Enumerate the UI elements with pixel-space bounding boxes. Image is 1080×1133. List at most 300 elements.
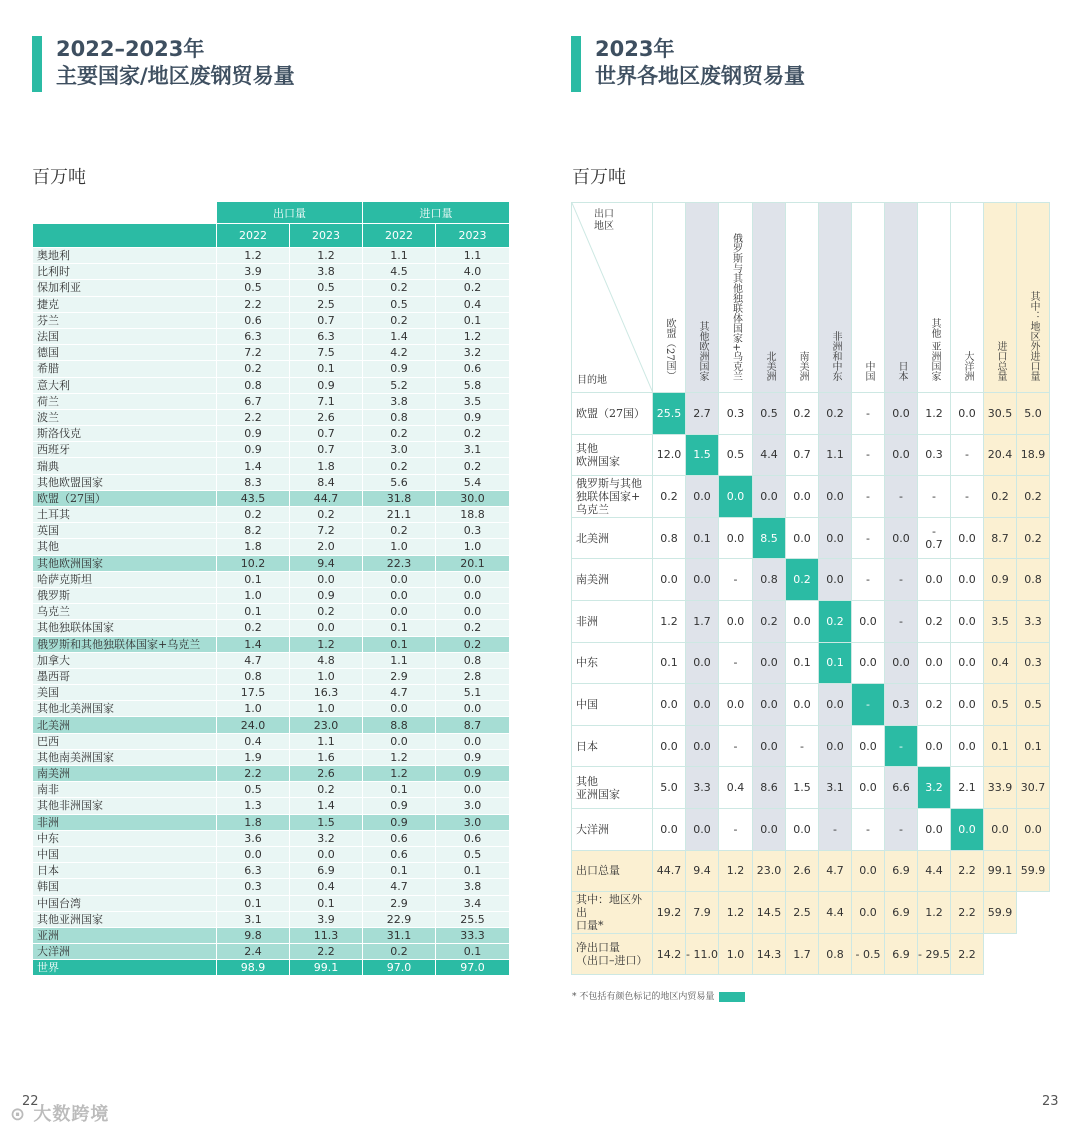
matrix-cell: -	[719, 642, 753, 684]
country-name: 南非	[33, 782, 217, 798]
matrix-cell: 3.1	[819, 767, 852, 809]
matrix-cell: 0.3	[719, 393, 753, 435]
left-unit-label: 百万吨	[32, 167, 86, 188]
matrix-cell: 0.2	[653, 476, 686, 518]
table-row	[33, 798, 510, 814]
matrix-cell: 0.0	[852, 600, 885, 642]
value-cell: 0.1	[363, 620, 436, 636]
row-label: 其中：地区外出 口量*	[572, 892, 653, 934]
value-cell: 1.4	[217, 636, 290, 652]
table-row	[33, 911, 510, 927]
header-blank-2	[33, 224, 217, 248]
matrix-row	[572, 767, 1050, 809]
value-cell: 3.9	[217, 264, 290, 280]
table-row	[33, 701, 510, 717]
value-cell: 8.2	[217, 523, 290, 539]
table-row	[33, 749, 510, 765]
matrix-cell: 1.5	[686, 434, 719, 476]
value-cell: 4.8	[290, 652, 363, 668]
country-name: 亚洲	[33, 927, 217, 943]
row-label: 欧盟（27国）	[572, 393, 653, 435]
value-cell: 0.0	[363, 604, 436, 620]
matrix-cell: 3.3	[686, 767, 719, 809]
table-row	[33, 944, 510, 960]
value-cell: 3.8	[363, 393, 436, 409]
matrix-cell: 0.0	[852, 642, 885, 684]
matrix-cell: 0.0	[885, 393, 918, 435]
matrix-cell: -	[885, 559, 918, 601]
watermark-text: 大数跨境	[33, 1104, 110, 1125]
value-cell: 97.0	[363, 960, 436, 976]
matrix-cell: 0.0	[719, 684, 753, 726]
value-cell: 44.7	[290, 490, 363, 506]
value-cell: 0.8	[217, 377, 290, 393]
country-name: 日本	[33, 863, 217, 879]
value-cell: 0.9	[217, 426, 290, 442]
value-cell: 0.1	[217, 571, 290, 587]
value-cell: 0.2	[363, 944, 436, 960]
value-cell: 33.3	[436, 927, 510, 943]
country-name: 奥地利	[33, 248, 217, 264]
column-header-label: 欧盟（27国）	[664, 318, 675, 381]
matrix-cell: -	[852, 808, 885, 850]
matrix-cell: 0.2	[753, 600, 786, 642]
table-row	[33, 409, 510, 425]
matrix-row	[572, 600, 1050, 642]
country-name: 荷兰	[33, 393, 217, 409]
matrix-cell: 1.7	[686, 600, 719, 642]
table-row	[33, 248, 510, 264]
value-cell: 0.9	[363, 798, 436, 814]
value-cell: 43.5	[217, 490, 290, 506]
value-cell: 1.8	[217, 814, 290, 830]
value-cell: 2.0	[290, 539, 363, 555]
matrix-cell: 0.1	[819, 642, 852, 684]
import-header: 进口量	[363, 202, 510, 224]
value-cell: 0.0	[363, 701, 436, 717]
matrix-cell: -	[852, 476, 885, 518]
right-title-line1: 2023年	[595, 37, 675, 61]
matrix-cell: 2.2	[951, 933, 984, 975]
country-name: 其他亚洲国家	[33, 911, 217, 927]
column-header-label: 南美洲	[797, 351, 808, 381]
matrix-cell: 0.0	[753, 684, 786, 726]
matrix-cell: 0.2	[918, 684, 951, 726]
value-cell: 8.3	[217, 474, 290, 490]
value-cell: 0.0	[217, 846, 290, 862]
matrix-cell: 0.8	[1017, 559, 1050, 601]
matrix-cell: 0.0	[753, 725, 786, 767]
matrix-cell: 0.0	[686, 684, 719, 726]
value-cell: 0.1	[363, 636, 436, 652]
matrix-cell: 0.5	[753, 393, 786, 435]
value-cell: 8.4	[290, 474, 363, 490]
matrix-cell: 44.7	[653, 850, 686, 892]
matrix-cell: 0.2	[786, 559, 819, 601]
header-blank	[33, 202, 217, 224]
country-name: 韩国	[33, 879, 217, 895]
left-title	[32, 36, 295, 92]
table-row	[33, 571, 510, 587]
matrix-cell: -	[719, 559, 753, 601]
matrix-cell: 0.0	[653, 808, 686, 850]
corner-destination-label: 目的地	[577, 375, 607, 386]
value-cell: 0.8	[436, 652, 510, 668]
matrix-cell: 0.0	[852, 725, 885, 767]
value-cell: 2.2	[290, 944, 363, 960]
value-cell: 7.2	[217, 345, 290, 361]
corner-diagonal	[572, 203, 653, 393]
matrix-cell: 0.0	[951, 684, 984, 726]
country-name: 波兰	[33, 409, 217, 425]
value-cell: 0.6	[436, 830, 510, 846]
country-name: 大洋洲	[33, 944, 217, 960]
value-cell: 0.1	[436, 312, 510, 328]
value-cell: 1.9	[217, 749, 290, 765]
country-name: 西班牙	[33, 442, 217, 458]
column-header-label: 日本	[896, 361, 907, 381]
country-name: 北美洲	[33, 717, 217, 733]
table-row	[33, 539, 510, 555]
matrix-cell: 0.0	[719, 517, 753, 559]
column-header-label: 大洋洲	[962, 351, 973, 381]
table-row	[33, 458, 510, 474]
value-cell: 1.0	[290, 701, 363, 717]
matrix-cell: 5.0	[1017, 393, 1050, 435]
country-name: 中国台湾	[33, 895, 217, 911]
country-name: 南美洲	[33, 766, 217, 782]
value-cell: 1.0	[363, 539, 436, 555]
value-cell: 9.4	[290, 555, 363, 571]
value-cell: 0.2	[436, 426, 510, 442]
table-row	[33, 814, 510, 830]
matrix-row	[572, 434, 1050, 476]
value-cell: 3.2	[436, 345, 510, 361]
value-cell: 9.8	[217, 927, 290, 943]
right-unit-label: 百万吨	[572, 167, 626, 188]
matrix-cell: 0.1	[984, 725, 1017, 767]
matrix-cell: 0.0	[852, 892, 885, 934]
country-name: 其他非洲国家	[33, 798, 217, 814]
matrix-cell: 1.2	[918, 393, 951, 435]
matrix-cell: 0.0	[653, 559, 686, 601]
matrix-cell: 59.9	[984, 892, 1017, 934]
table-row	[33, 960, 510, 976]
country-name: 芬兰	[33, 312, 217, 328]
country-name: 欧盟（27国）	[33, 490, 217, 506]
column-header	[984, 203, 1017, 393]
value-cell: 0.2	[290, 604, 363, 620]
value-cell: 21.1	[363, 507, 436, 523]
matrix-cell: 0.2	[918, 600, 951, 642]
matrix-cell: 0.1	[786, 642, 819, 684]
column-header	[918, 203, 951, 393]
matrix-cell: 0.0	[918, 559, 951, 601]
matrix-cell: 0.3	[918, 434, 951, 476]
value-cell: 0.0	[436, 604, 510, 620]
matrix-cell: 0.0	[786, 476, 819, 518]
value-cell: 98.9	[217, 960, 290, 976]
value-cell: 0.4	[290, 879, 363, 895]
value-cell: 0.7	[290, 426, 363, 442]
matrix-cell: 0.0	[984, 808, 1017, 850]
matrix-cell: 0.5	[719, 434, 753, 476]
right-title-line2: 世界各地区废钢贸易量	[595, 64, 805, 88]
matrix-cell: 4.4	[819, 892, 852, 934]
value-cell: 4.7	[363, 685, 436, 701]
value-cell: 0.5	[217, 280, 290, 296]
matrix-cell: 1.2	[719, 850, 753, 892]
value-cell: 0.1	[217, 604, 290, 620]
matrix-row	[572, 808, 1050, 850]
country-name: 瑞典	[33, 458, 217, 474]
table-row	[33, 361, 510, 377]
matrix-cell: 4.7	[819, 850, 852, 892]
value-cell: 0.2	[217, 361, 290, 377]
matrix-cell: 0.1	[1017, 725, 1050, 767]
value-cell: 24.0	[217, 717, 290, 733]
value-cell: 0.6	[217, 312, 290, 328]
table-row	[33, 766, 510, 782]
value-cell: 1.2	[436, 328, 510, 344]
value-cell: 0.1	[290, 361, 363, 377]
value-cell: 2.9	[363, 668, 436, 684]
matrix-cell: 0.0	[753, 476, 786, 518]
value-cell: 0.6	[436, 361, 510, 377]
matrix-cell: 0.8	[653, 517, 686, 559]
value-cell: 6.3	[217, 863, 290, 879]
matrix-cell: 59.9	[1017, 850, 1050, 892]
matrix-cell: 0.0	[885, 642, 918, 684]
matrix-row	[572, 850, 1050, 892]
value-cell: 0.9	[436, 409, 510, 425]
row-label: 北美洲	[572, 517, 653, 559]
country-name: 中东	[33, 830, 217, 846]
matrix-cell: 30.5	[984, 393, 1017, 435]
matrix-cell: -	[819, 808, 852, 850]
value-cell: 2.9	[363, 895, 436, 911]
matrix-cell: 0.0	[819, 725, 852, 767]
country-name: 德国	[33, 345, 217, 361]
watermark-logo: ⊙ 大数跨境	[10, 1104, 110, 1125]
matrix-cell: 1.2	[918, 892, 951, 934]
matrix-cell: 0.0	[951, 725, 984, 767]
matrix-cell: -	[885, 725, 918, 767]
table-row	[33, 782, 510, 798]
country-name: 捷克	[33, 296, 217, 312]
column-header	[819, 203, 852, 393]
matrix-cell: 14.2	[653, 933, 686, 975]
table-row	[33, 733, 510, 749]
value-cell: 17.5	[217, 685, 290, 701]
matrix-cell: 0.0	[819, 684, 852, 726]
value-cell: 31.1	[363, 927, 436, 943]
table-row	[33, 652, 510, 668]
matrix-cell: 0.2	[819, 393, 852, 435]
value-cell: 0.2	[217, 620, 290, 636]
matrix-cell: -	[719, 725, 753, 767]
value-cell: 0.9	[363, 361, 436, 377]
value-cell: 5.1	[436, 685, 510, 701]
matrix-cell: 5.0	[653, 767, 686, 809]
value-cell: 0.1	[217, 895, 290, 911]
value-cell: 1.8	[217, 539, 290, 555]
column-header-label: 中国	[863, 361, 874, 381]
value-cell: 99.1	[290, 960, 363, 976]
year-header: 2023	[436, 224, 510, 248]
value-cell: 4.7	[217, 652, 290, 668]
country-name: 巴西	[33, 733, 217, 749]
country-name: 其他独联体国家	[33, 620, 217, 636]
matrix-cell: 0.0	[819, 476, 852, 518]
table-row	[33, 668, 510, 684]
empty-cell	[1017, 933, 1050, 975]
value-cell: 2.2	[217, 409, 290, 425]
value-cell: 0.8	[363, 409, 436, 425]
empty-cell	[1017, 892, 1050, 934]
value-cell: 1.2	[217, 248, 290, 264]
value-cell: 16.3	[290, 685, 363, 701]
matrix-cell: 0.2	[1017, 517, 1050, 559]
row-label: 南美洲	[572, 559, 653, 601]
matrix-cell: -	[918, 476, 951, 518]
value-cell: 0.2	[436, 458, 510, 474]
matrix-cell: 18.9	[1017, 434, 1050, 476]
matrix-cell: 0.1	[686, 517, 719, 559]
column-header	[852, 203, 885, 393]
column-header	[686, 203, 719, 393]
matrix-cell: 0.0	[852, 767, 885, 809]
matrix-cell: 8.5	[753, 517, 786, 559]
value-cell: 1.4	[290, 798, 363, 814]
value-cell: 31.8	[363, 490, 436, 506]
value-cell: 0.7	[290, 442, 363, 458]
matrix-cell: 6.9	[885, 892, 918, 934]
row-label: 中国	[572, 684, 653, 726]
value-cell: 1.1	[290, 733, 363, 749]
table-row	[33, 280, 510, 296]
matrix-cell: 4.4	[918, 850, 951, 892]
value-cell: 2.2	[217, 296, 290, 312]
matrix-cell: -	[852, 684, 885, 726]
matrix-cell: 8.7	[984, 517, 1017, 559]
matrix-cell: 23.0	[753, 850, 786, 892]
country-name: 希腊	[33, 361, 217, 377]
value-cell: 1.8	[290, 458, 363, 474]
matrix-cell: -	[951, 434, 984, 476]
matrix-row	[572, 642, 1050, 684]
matrix-cell: 0.0	[786, 600, 819, 642]
row-label: 大洋洲	[572, 808, 653, 850]
matrix-cell: 19.2	[653, 892, 686, 934]
matrix-cell: 0.0	[686, 642, 719, 684]
value-cell: 1.0	[217, 701, 290, 717]
matrix-cell: 99.1	[984, 850, 1017, 892]
table-row	[33, 555, 510, 571]
country-name: 中国	[33, 846, 217, 862]
matrix-cell: 0.0	[719, 600, 753, 642]
table-row	[33, 345, 510, 361]
value-cell: 0.6	[363, 830, 436, 846]
matrix-cell: 33.9	[984, 767, 1017, 809]
value-cell: 4.0	[436, 264, 510, 280]
matrix-cell: 14.5	[753, 892, 786, 934]
table-row	[33, 393, 510, 409]
value-cell: 1.3	[217, 798, 290, 814]
matrix-cell: 0.5	[984, 684, 1017, 726]
value-cell: 0.9	[290, 377, 363, 393]
matrix-cell: 2.2	[951, 892, 984, 934]
row-label: 中东	[572, 642, 653, 684]
matrix-cell: 0.8	[753, 559, 786, 601]
matrix-cell: 2.7	[686, 393, 719, 435]
matrix-row	[572, 725, 1050, 767]
value-cell: 1.0	[217, 587, 290, 603]
value-cell: 3.1	[217, 911, 290, 927]
value-cell: 30.0	[436, 490, 510, 506]
value-cell: 0.4	[436, 296, 510, 312]
matrix-cell: -	[719, 808, 753, 850]
value-cell: 0.5	[217, 782, 290, 798]
matrix-cell: 0.3	[885, 684, 918, 726]
table-row	[33, 879, 510, 895]
country-name: 其他	[33, 539, 217, 555]
table-row	[33, 685, 510, 701]
column-header	[885, 203, 918, 393]
table-row	[33, 296, 510, 312]
matrix-cell: 0.0	[951, 808, 984, 850]
year-header: 2022	[217, 224, 290, 248]
value-cell: 11.3	[290, 927, 363, 943]
row-label: 日本	[572, 725, 653, 767]
table-row	[33, 717, 510, 733]
value-cell: 0.1	[290, 895, 363, 911]
value-cell: 0.4	[217, 733, 290, 749]
country-name: 比利时	[33, 264, 217, 280]
matrix-cell: 30.7	[1017, 767, 1050, 809]
table-row	[33, 328, 510, 344]
matrix-cell: -	[852, 434, 885, 476]
value-cell: 23.0	[290, 717, 363, 733]
matrix-cell: 0.1	[653, 642, 686, 684]
value-cell: 1.2	[363, 766, 436, 782]
value-cell: 0.7	[290, 312, 363, 328]
matrix-cell: 0.0	[918, 642, 951, 684]
matrix-cell: 3.2	[918, 767, 951, 809]
value-cell: 0.0	[290, 620, 363, 636]
row-label: 其他 欧洲国家	[572, 434, 653, 476]
matrix-cell: 20.4	[984, 434, 1017, 476]
column-header-label: 非洲和中东	[830, 331, 841, 381]
matrix-cell: 0.0	[951, 559, 984, 601]
matrix-cell: 2.6	[786, 850, 819, 892]
footnote-text: * 不包括有颜色标记的地区内贸易量	[572, 992, 715, 1002]
legend-swatch	[719, 992, 745, 1002]
value-cell: 1.4	[217, 458, 290, 474]
matrix-cell: 0.0	[918, 808, 951, 850]
value-cell: 3.0	[436, 798, 510, 814]
column-header-label: 其中：地区外进口量	[1028, 291, 1039, 381]
matrix-cell: 0.0	[885, 517, 918, 559]
value-cell: 5.4	[436, 474, 510, 490]
value-cell: 0.2	[363, 426, 436, 442]
matrix-cell: 4.4	[753, 434, 786, 476]
footnote	[572, 989, 745, 1002]
matrix-cell: 0.4	[984, 642, 1017, 684]
value-cell: 7.1	[290, 393, 363, 409]
value-cell: 25.5	[436, 911, 510, 927]
left-title-line2: 主要国家/地区废钢贸易量	[56, 64, 295, 88]
